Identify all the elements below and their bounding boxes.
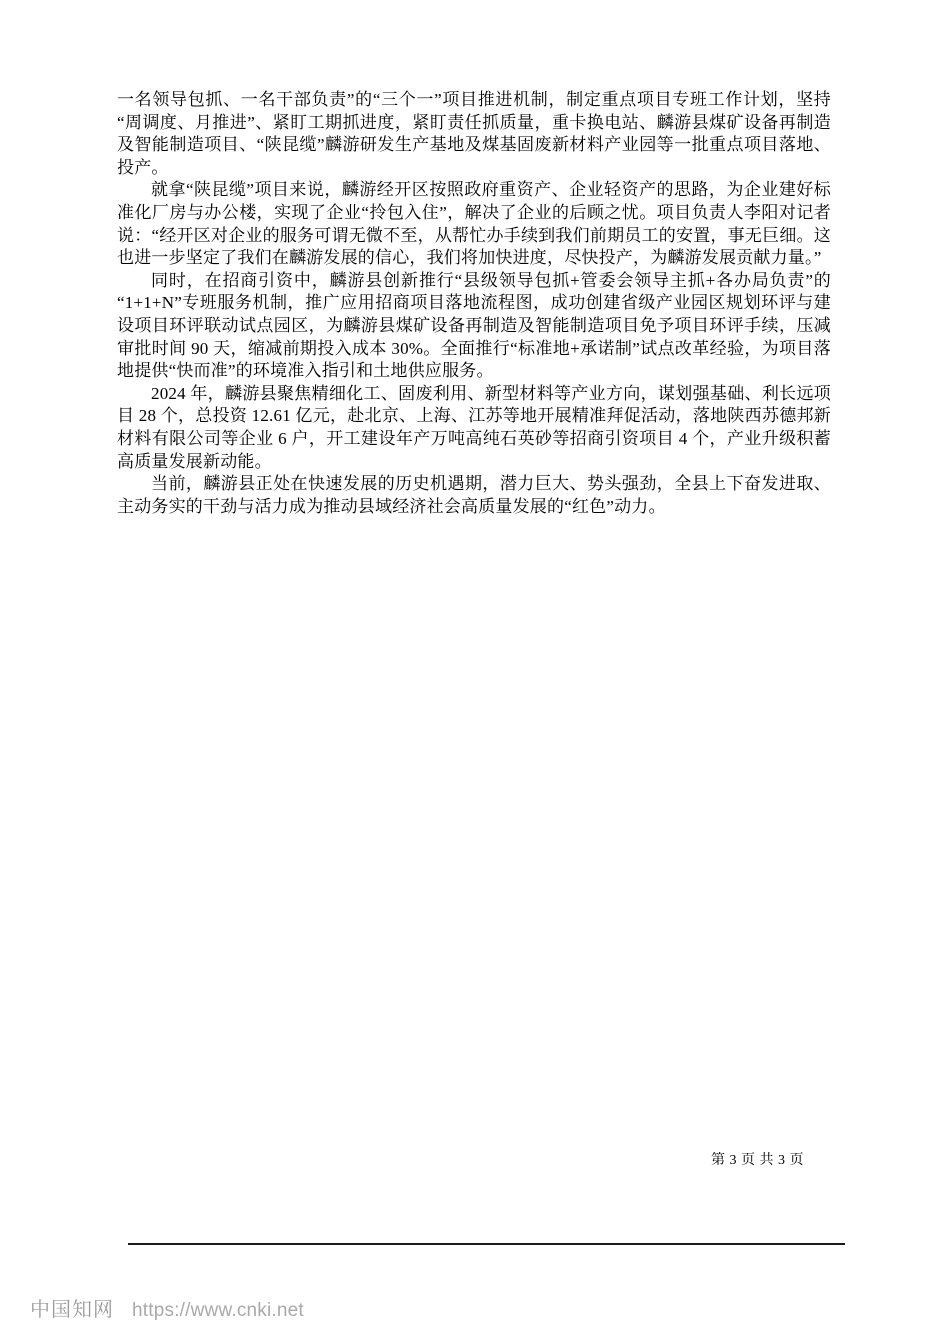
article-paragraph: 一名领导包抓、一名干部负责”的“三个一”项目推进机制，制定重点项目专班工作计划，坚持“周调度、月推进”、紧盯工期抓进度，紧盯责任抓质量，重卡换电站、麟游县煤矿设备再制造及智能制造项目、“陕昆缆”麟游研发生产基地及煤基固废新材料产业园等一批重点项目落地、投产。 bbox=[117, 90, 831, 177]
article-paragraph: 当前，麟游县正处在快速发展的历史机遇期，潜力巨大、势头强劲，全县上下奋发进取、主动务实的干劲与活力成为推动县域经济社会高质量发展的“红色”动力。 bbox=[117, 474, 831, 516]
page-indicator: 第 3 页 共 3 页 bbox=[711, 1153, 804, 1168]
cnki-url-link[interactable]: https://www.cnki.net bbox=[132, 1300, 304, 1321]
article-paragraph: 就拿“陕昆缆”项目来说，麟游经开区按照政府重资产、企业轻资产的思路，为企业建好标准化厂房与办公楼，实现了企业“拎包入住”，解决了企业的后顾之忧。项目负责人李阳对记者说：“经开区对企业的服务可谓无微不至，从帮忙办手续到我们前期员工的安置，事无巨细。这也进一步坚定了我们在麟游发展的信心，我们将加快进度，尽快投产，为麟游发展贡献力量。” bbox=[117, 180, 831, 268]
cnki-watermark bbox=[30, 1293, 304, 1322]
cnki-brand-watermark: 中国知网 bbox=[30, 1299, 114, 1321]
article-paragraph: 同时，在招商引资中，麟游县创新推行“县级领导包抓+管委会领导主抓+各办局负责”的“1+1+N”专班服务机制，推广应用招商项目落地流程图，成功创建省级产业园区规划环评与建设项目环评联动试点园区，为麟游县煤矿设备再制造及智能制造项目免予项目环评手续，压减审批时间 90 天，缩减前期投入成本 30%。全面推行“标准地+承诺制”试点改革经验，为项目落地提供“快而准”的环境准入指引和土地供应服务。 bbox=[117, 270, 831, 381]
article-paragraph: 2024 年，麟游县聚焦精细化工、固废利用、新型材料等产业方向，谋划强基础、利长远项目 28 个，总投资 12.61 亿元，赴北京、上海、江苏等地开展精准拜促活动，落地陕西苏德邦新材料有限公司等企业 6 户，开工建设年产万吨高纯石英砂等招商引资项目 4 个，产业升级积蓄高质量发展新动能。 bbox=[117, 383, 831, 471]
article-body bbox=[117, 89, 831, 518]
footer-divider bbox=[128, 1243, 845, 1245]
